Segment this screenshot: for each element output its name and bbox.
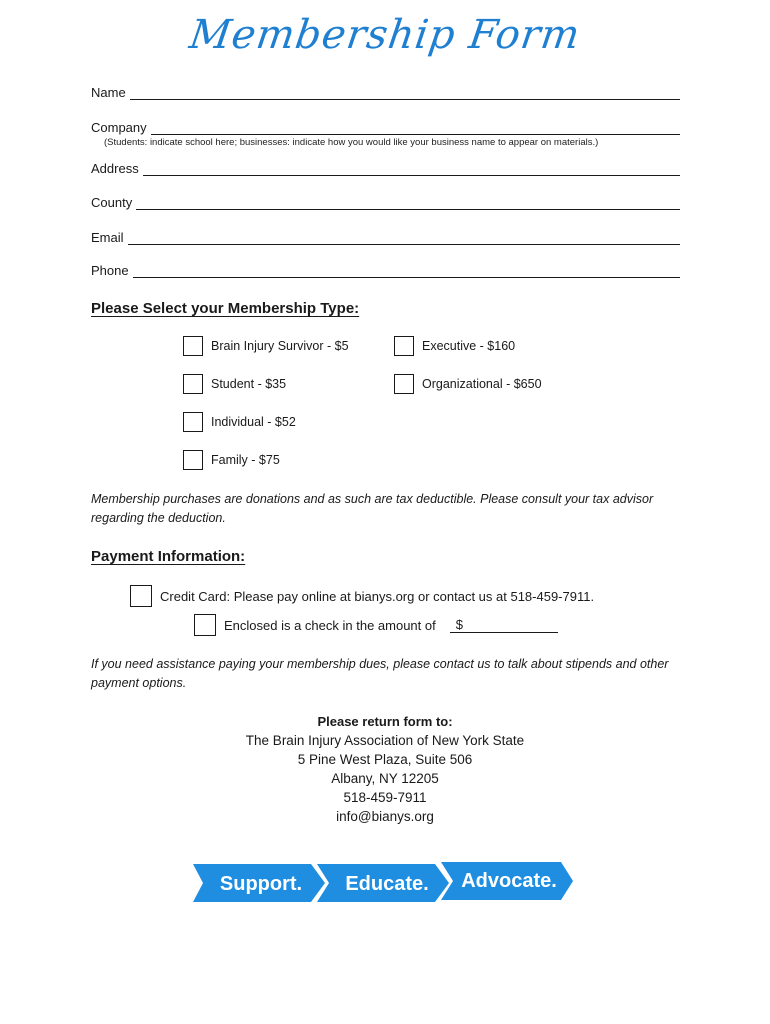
phone-line[interactable] [133, 263, 680, 278]
return-street: 5 Pine West Plaza, Suite 506 [297, 752, 473, 767]
assistance-note: If you need assistance paying your membership dues, please contact us to talk about stipends and other payment options. [91, 657, 669, 690]
credit-card-label: Credit Card: Please pay online at bianys.org or contact us at 518-459-7911. [160, 588, 595, 604]
credit-card-option[interactable] [130, 585, 594, 607]
phone-label: Phone [91, 263, 129, 278]
option-student-label: Student - $35 [211, 377, 287, 391]
banner-support-text: Support. [219, 873, 303, 895]
option-survivor-label: Brain Injury Survivor - $5 [211, 339, 349, 353]
slogan-banner [193, 862, 573, 904]
address-label: Address [91, 161, 139, 176]
county-label: County [91, 195, 133, 210]
return-phone: 518-459-7911 [343, 790, 427, 805]
address-field[interactable] [91, 158, 680, 176]
email-line[interactable] [128, 230, 680, 245]
option-organizational[interactable] [394, 374, 542, 394]
email-field[interactable] [91, 227, 680, 245]
checkbox-family[interactable] [183, 450, 203, 470]
option-survivor[interactable] [183, 336, 349, 356]
address-line[interactable] [143, 161, 680, 176]
payment-heading: Payment Information: [91, 548, 246, 565]
check-label: Enclosed is a check in the amount of [224, 617, 436, 633]
checkbox-check[interactable] [194, 614, 216, 636]
option-student[interactable] [183, 374, 286, 394]
checkbox-individual[interactable] [183, 412, 203, 432]
check-option[interactable] [194, 614, 558, 636]
company-line[interactable] [151, 120, 680, 135]
return-city: Albany, NY 12205 [331, 771, 439, 786]
return-heading: Please return form to: [317, 714, 453, 729]
banner-educate-text: Educate. [345, 873, 429, 895]
option-organizational-label: Organizational - $650 [422, 377, 542, 391]
checkbox-organizational[interactable] [394, 374, 414, 394]
option-individual[interactable] [183, 412, 296, 432]
name-label: Name [91, 85, 126, 100]
form-title: Membership Form [186, 12, 584, 58]
option-executive[interactable] [394, 336, 515, 356]
option-family-label: Family - $75 [211, 453, 280, 467]
membership-heading: Please Select your Membership Type: [91, 300, 360, 317]
currency-symbol: $ [455, 617, 463, 632]
company-note: (Students: indicate school here; businesses: indicate how you would like your business name to appear on materials.) [104, 137, 599, 148]
checkbox-student[interactable] [183, 374, 203, 394]
checkbox-survivor[interactable] [183, 336, 203, 356]
check-amount-field[interactable] [450, 617, 558, 633]
email-label: Email [91, 230, 124, 245]
option-executive-label: Executive - $160 [422, 339, 516, 353]
company-label: Company [91, 120, 147, 135]
checkbox-credit-card[interactable] [130, 585, 152, 607]
option-family[interactable] [183, 450, 280, 470]
county-line[interactable] [136, 195, 680, 210]
return-org: The Brain Injury Association of New York State [245, 733, 525, 748]
banner-advocate-text: Advocate. [461, 870, 557, 892]
name-line[interactable] [130, 85, 680, 100]
tax-note: Membership purchases are donations and as such are tax deductible. Please consult your tax advisor regarding the deduction. [91, 492, 654, 525]
option-individual-label: Individual - $52 [211, 415, 296, 429]
county-field[interactable] [91, 192, 680, 210]
phone-field[interactable] [91, 260, 680, 278]
name-field[interactable] [91, 82, 680, 100]
return-email[interactable]: info@bianys.org [336, 809, 434, 824]
company-field[interactable] [91, 117, 680, 135]
checkbox-executive[interactable] [394, 336, 414, 356]
